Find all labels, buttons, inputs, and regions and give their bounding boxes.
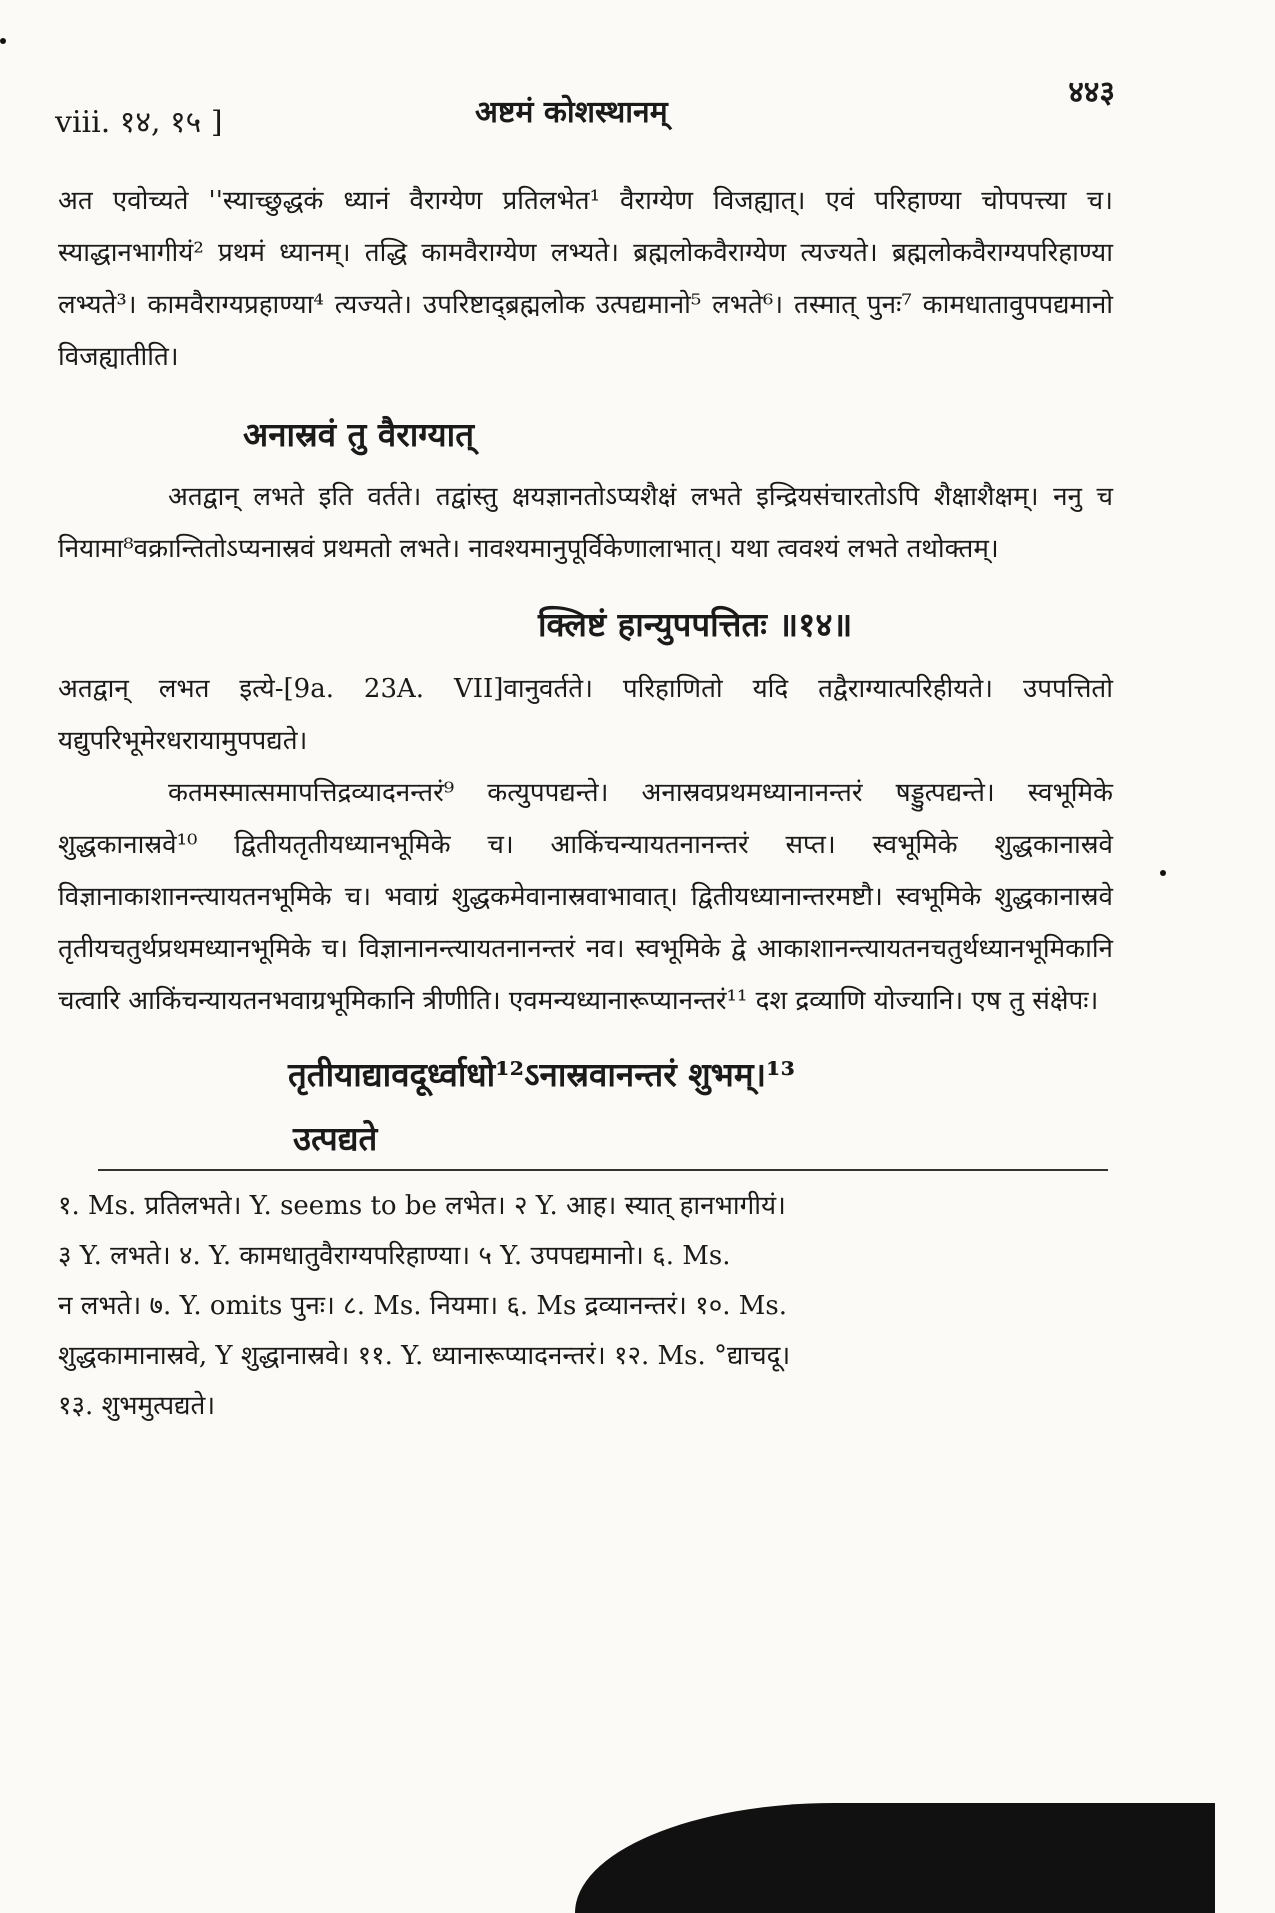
ink-speck bbox=[0, 38, 6, 44]
main-text bbox=[58, 175, 1113, 1431]
commentary-paragraph: अत एवोच्यते ''स्याच्छुद्धकं ध्यानं वैराग्येण प्रतिलभेत¹ वैराग्येण विजह्यात्। एवं परिहाण्या चोपपत्त्या च। स्याद्धानभागीयं² प्रथमं ध्यानम्। तद्धि कामवैराग्येण लभ्यते। ब्रह्मलोकवैराग्येण त्यज्यते। ब्रह्मलोकवैराग्यपरिहाण्या लभ्यते³। कामवैराग्यप्रहाण्या⁴ त्यज्यते। उपरिष्टाद्ब्रह्मलोक उत्पद्यमानो⁵ लभते⁶। तस्मात् पुनः⁷ कामधातावुपपद्यमानो विजह्यातीति। bbox=[58, 186, 1113, 372]
footnote-divider bbox=[98, 1169, 1108, 1171]
section-reference: viii. १४, १५ ] bbox=[55, 105, 223, 140]
karika-verse: क्लिष्टं हान्युपपत्तितः ॥१४॥ bbox=[538, 605, 853, 644]
commentary-paragraph: अतद्वान् लभत इत्ये-[9a. 23A. VII]वानुवर्तते। परिहाणितो यदि तद्वैराग्यात्परिहीयते। उपपत्तितो यद्युपरिभूमेरधरायामुपपद्यते। bbox=[58, 674, 1113, 756]
karika-verse-continuation: उत्पद्यते bbox=[293, 1119, 378, 1158]
footnote-line: ३ Y. लभते। ४. Y. कामधातुवैराग्यपरिहाण्या। ५ Y. उपपद्यमानो। ६. Ms. bbox=[58, 1241, 731, 1271]
page-header bbox=[55, 70, 1115, 140]
footnote-line: न लभते। ७. Y. omits पुनः। ८. Ms. नियमा। ६. Ms द्रव्यानन्तरं। १०. Ms. bbox=[58, 1291, 787, 1321]
footnote-line: शुद्धकामानास्रवे, Y शुद्धानास्रवे। ११. Y. ध्यानारूप्यादनन्तरं। १२. Ms. °द्याचदू। bbox=[58, 1341, 791, 1371]
commentary-paragraph: अतद्वान् लभते इति वर्तते। तद्वांस्तु क्षयज्ञानतोऽप्यशैक्षं लभते इन्द्रियसंचारतोऽपि शैक्षाशैक्षम्। ननु च नियामा⁸वक्रान्तितोऽप्यनास्रवं प्रथमतो लभते। नावश्यमानुपूर्विकेणालाभात्। यथा त्ववश्यं लभते तथोक्तम्। bbox=[58, 482, 1113, 564]
page-number: ४४३ bbox=[1068, 75, 1115, 110]
ink-speck bbox=[1160, 870, 1166, 876]
footnote-line: १. Ms. प्रतिलभते। Y. seems to be लभेत। २ Y. आह। स्यात् हानभागीयं। bbox=[58, 1191, 786, 1221]
commentary-paragraph: कतमस्मात्समापत्तिद्रव्यादनन्तरं⁹ कत्युपपद्यन्ते। अनास्रवप्रथमध्यानानन्तरं षड्डुत्पद्यन्ते। स्वभूमिके शुद्धकानास्रवे¹⁰ द्वितीयतृतीयध्यानभूमिके च। आकिंचन्यायतनानन्तरं सप्त। स्वभूमिके शुद्धकानास्रवे विज्ञानाकाशानन्त्यायतनभूमिके च। भवाग्रं शुद्धकमेवानास्रवाभावात्। द्वितीयध्यानान्तरमष्टौ। स्वभूमिके शुद्धकानास्रवे तृतीयचतुर्थप्रथमध्यानभूमिके च। विज्ञानानन्त्यायतनानन्तरं नव। स्वभूमिके द्वे आकाशानन्त्यायतनचतुर्थध्यानभूमिकानि चत्वारि आकिंचन्यायतनभवाग्रभूमिकानि त्रीणीति। एवमन्यध्यानारूप्यानन्तरं¹¹ दश द्रव्याणि योज्यानि। एष तु संक्षेपः। bbox=[58, 778, 1113, 1016]
running-title: अष्टमं कोशस्थानम् bbox=[475, 95, 668, 130]
footnotes bbox=[58, 1181, 1113, 1431]
footnote-line: १३. शुभमुत्पद्यते। bbox=[58, 1391, 216, 1421]
karika-verse: तृतीयाद्यावदूर्ध्वाधो¹²ऽनास्रवानन्तरं शुभम्।¹³ bbox=[288, 1055, 795, 1094]
karika-verse: अनास्रवं तु वैराग्यात् bbox=[243, 415, 475, 454]
scan-shadow bbox=[575, 1803, 1215, 1913]
